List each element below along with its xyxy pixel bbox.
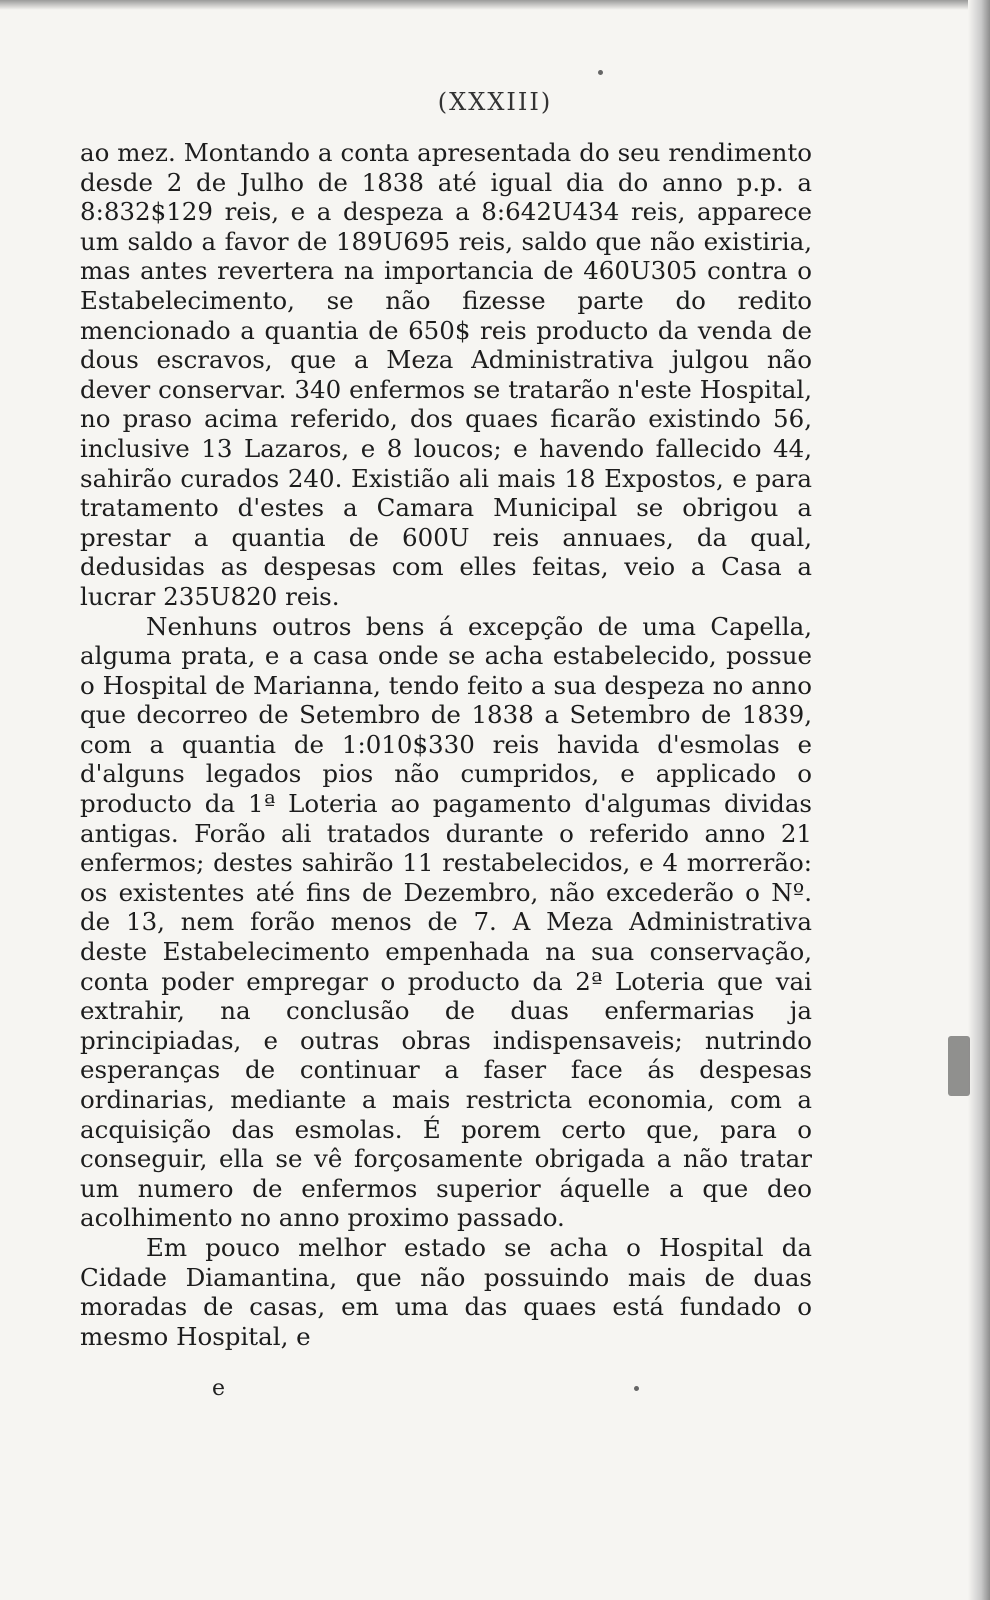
ink-stain bbox=[948, 1036, 970, 1096]
page-number-header: (XXXIII) bbox=[437, 88, 553, 116]
paragraph-1: ao mez. Montando a conta apresentada do seu rendimento desde 2 de Julho de 1838 até igual dia do anno p.p. a 8:832$129 reis, e a despeza a 8:642U434 reis, apparece um saldo a favor de 189U695 reis, saldo que não existiria, mas antes revertera na importancia de 460U305 contra o Estabelecimento, se não fizesse parte do redito mencionado a quantia de 650$ reis producto da venda de dous escravos, que a Meza Administrativa julgou não dever conservar. 340 enfermos se tratarão n'este Hospital, no praso acima referido, dos quaes ficarão existindo 56, inclusive 13 Lazaros, e 8 loucos; e havendo fallecido 44, sahirão curados 240. Existião ali mais 18 Expostos, e para tratamento d'estes a Camara Municipal se obrigou a prestar a quantia de 600U reis annuaes, da qual, dedusidas as despesas com elles feitas, veio a Casa a lucrar 235U820 reis. bbox=[80, 138, 812, 611]
catchword: e bbox=[212, 1376, 226, 1401]
page-top-shadow bbox=[0, 0, 990, 10]
paragraph-3: Em pouco melhor estado se acha o Hospital da Cidade Diamantina, que não possuindo mais de duas moradas de casas, em uma das quaes está fundado o mesmo Hospital, e bbox=[80, 1232, 812, 1351]
ink-speck bbox=[634, 1386, 639, 1391]
body-text bbox=[80, 138, 812, 1351]
paragraph-2: Nenhuns outros bens á excepção de uma Capella, alguma prata, e a casa onde se acha estabelecido, possue o Hospital de Marianna, tendo feito a sua despeza no anno que decorreo de Setembro de 1838 a Setembro de 1839, com a quantia de 1:010$330 reis havida d'esmolas e d'alguns legados pios não cumpridos, e applicado o producto da 1ª Loteria ao pagamento d'algumas dividas antigas. Forão ali tratados durante o referido anno 21 enfermos; destes sahirão 11 restabelecidos, e 4 morrerão: os existentes até fins de Dezembro, não excederão o Nº. de 13, nem forão menos de 7. A Meza Administrativa deste Estabelecimento empenhada na sua conservação, conta poder empregar o producto da 2ª Loteria que vai extrahir, na conclusão de duas enfermarias ja principiadas, e outras obras indispensaveis; nutrindo esperanças de continuar a faser face ás despesas ordinarias, mediante a mais restricta economia, com a acquisição das esmolas. É porem certo que, para o conseguir, ella se vê forçosamente obrigada a não tratar um numero de enfermos superior áquelle a que deo acolhimento no anno proximo passado. bbox=[80, 611, 812, 1233]
page-binding-shadow bbox=[968, 0, 990, 1600]
ink-speck bbox=[598, 70, 603, 75]
